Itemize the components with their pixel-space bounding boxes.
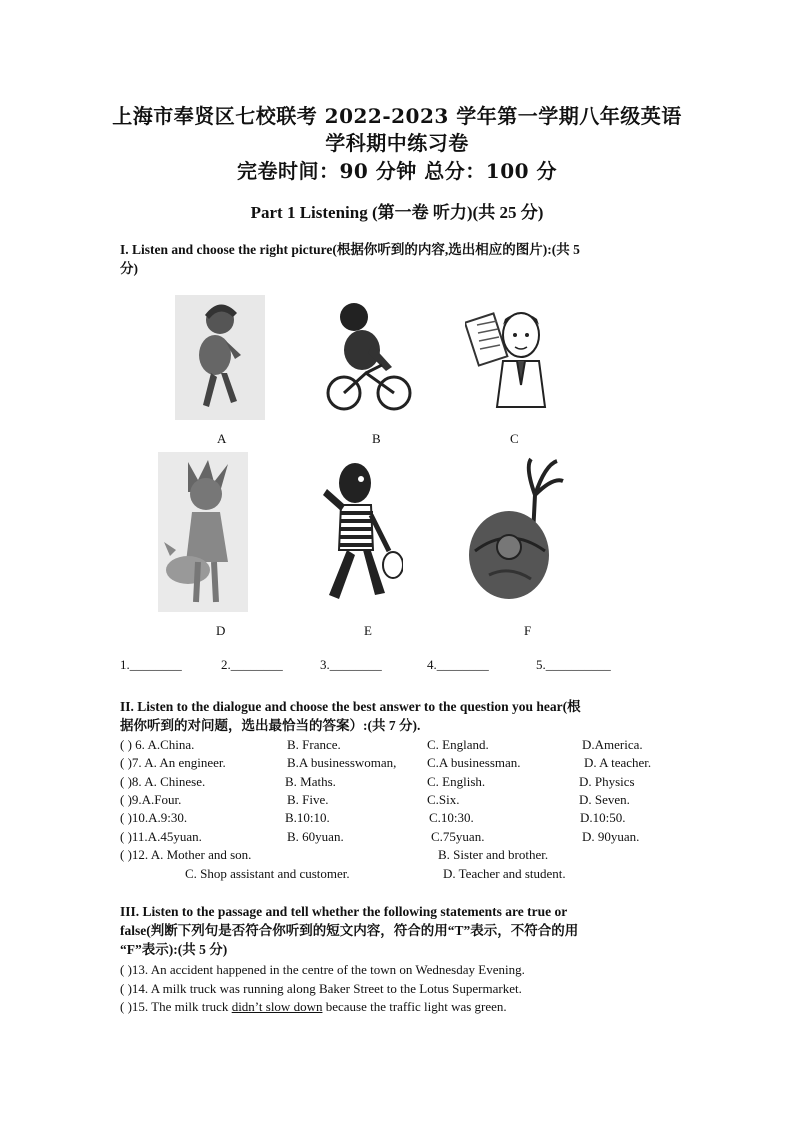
page-title-line2: 学科期中练习卷 — [325, 131, 469, 155]
picture-a — [175, 295, 265, 420]
question-7-option-b[interactable]: B.A businesswoman, — [287, 755, 397, 770]
question-6-option-a[interactable]: ( ) 6. A.China. — [120, 737, 195, 752]
question-12-option-a[interactable]: ( )12. A. Mother and son. — [120, 847, 252, 862]
answer-blank-5[interactable]: 5.__________ — [536, 657, 611, 672]
picture-label-a: A — [217, 431, 227, 446]
girl-with-dog-icon — [158, 452, 248, 612]
question-7-option-a[interactable]: ( )7. A. An engineer. — [120, 755, 226, 770]
question-9-option-c[interactable]: C.Six. — [427, 792, 460, 807]
question-12-option-c[interactable]: C. Shop assistant and customer. — [185, 866, 350, 881]
statement-14[interactable]: ( )14. A milk truck was running along Baker Street to the Lotus Supermarket. — [120, 981, 522, 996]
picture-label-d: D — [216, 623, 226, 638]
section3-instruction-line3: “F”表示):(共 5 分) — [120, 942, 228, 957]
question-10-option-a[interactable]: ( )10.A.9:30. — [120, 810, 188, 825]
question-11-option-c[interactable]: C.75yuan. — [431, 829, 485, 844]
section2-instruction — [120, 697, 675, 735]
part1-heading: Part 1 Listening (第一卷 听力)(共 25 分) — [250, 203, 544, 222]
question-6-option-d[interactable]: D.America. — [582, 737, 643, 752]
picture-d — [158, 452, 248, 577]
section1-instruction — [120, 240, 675, 278]
question-8-option-b[interactable]: B. Maths. — [285, 774, 336, 789]
question-6-option-c[interactable]: C. England. — [427, 737, 489, 752]
answer-blank-2[interactable]: 2.________ — [221, 657, 283, 672]
question-12-option-b[interactable]: B. Sister and brother. — [438, 847, 549, 862]
exam-time-score: 完卷时间：90 分钟 总分：100 分 — [237, 159, 557, 183]
picture-f — [465, 455, 565, 580]
section2-instruction-line2: 据你听到的对问题，选出最恰当的答案）:(共 7 分). — [120, 718, 421, 733]
question-10-option-b[interactable]: B.10:10. — [285, 810, 330, 825]
picture-c — [465, 295, 555, 420]
section3-instruction-line1: III. Listen to the passage and tell whether the following statements are true or — [120, 904, 568, 919]
picture-b — [322, 295, 412, 420]
question-8-option-c[interactable]: C. English. — [427, 774, 486, 789]
question-7-option-d[interactable]: D. A teacher. — [584, 755, 652, 770]
question-9-option-b[interactable]: B. Five. — [287, 792, 329, 807]
picture-label-b: B — [372, 431, 381, 446]
question-7-option-c[interactable]: C.A businessman. — [427, 755, 521, 770]
cyclist-icon — [322, 295, 412, 420]
question-9-option-a[interactable]: ( )9.A.Four. — [120, 792, 182, 807]
picture-label-e: E — [364, 623, 372, 638]
thief-running-icon — [313, 455, 403, 610]
question-9-option-d[interactable]: D. Seven. — [579, 792, 630, 807]
answer-blank-3[interactable]: 3.________ — [320, 657, 382, 672]
question-12-option-d[interactable]: D. Teacher and student. — [443, 866, 566, 881]
question-10-option-c[interactable]: C.10:30. — [429, 810, 474, 825]
picture-label-f: F — [524, 623, 532, 638]
question-6-option-b[interactable]: B. France. — [287, 737, 341, 752]
answer-blank-4[interactable]: 4.________ — [427, 657, 489, 672]
question-8-option-a[interactable]: ( )8. A. Chinese. — [120, 774, 206, 789]
answer-blank-1[interactable]: 1.________ — [120, 657, 182, 672]
statement-15-prefix: ( )15. The milk truck — [120, 999, 232, 1014]
picture-e — [313, 455, 403, 580]
picture-label-c: C — [510, 431, 519, 446]
section3-instruction-line2: false(判断下列句是否符合你听到的短文内容，符合的用“T”表示，不符合的用 — [120, 923, 579, 938]
section2-instruction-line1: II. Listen to the dialogue and choose the best answer to the question you hear(根 — [120, 699, 581, 714]
section3-instruction — [120, 902, 675, 959]
statement-15[interactable] — [120, 999, 507, 1015]
question-11-option-d[interactable]: D. 90yuan. — [582, 829, 640, 844]
question-11-option-a[interactable]: ( )11.A.45yuan. — [120, 829, 202, 844]
island-scene-icon — [465, 455, 565, 605]
statement-15-suffix: because the traffic light was green. — [322, 999, 507, 1014]
page-title-line1: 上海市奉贤区七校联考 2022-2023 学年第一学期八年级英语 — [112, 104, 682, 128]
question-10-option-d[interactable]: D.10:50. — [580, 810, 626, 825]
boy-walking-icon — [175, 295, 265, 420]
statement-15-underlined: didn’t slow down — [231, 999, 323, 1014]
section1-instruction-line1: I. Listen and choose the right picture(根据你听到的内容,选出相应的图片):(共 5 — [120, 242, 580, 257]
man-reading-newspaper-icon — [465, 295, 555, 420]
statement-13[interactable]: ( )13. An accident happened in the centre of the town on Wednesday Evening. — [120, 962, 525, 977]
question-11-option-b[interactable]: B. 60yuan. — [287, 829, 344, 844]
question-8-option-d[interactable]: D. Physics — [579, 774, 635, 789]
section1-instruction-line2: 分) — [120, 261, 138, 276]
